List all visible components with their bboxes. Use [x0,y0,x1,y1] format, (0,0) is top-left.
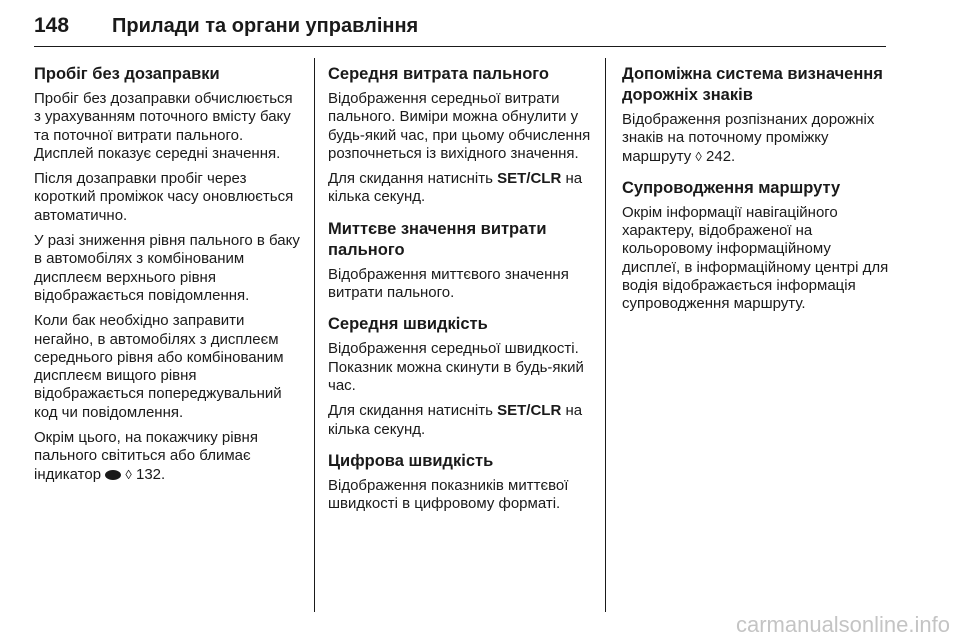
column-right [622,64,892,321]
paragraph-text: Окрім цього, на покажчику рівня пального світиться або блимає індикатор [34,429,258,483]
page-reference: 242. [706,147,736,165]
set-clr-label: SET/CLR [497,170,562,188]
column-divider-1 [314,58,315,612]
section-heading-traffic-sign: Допоміжна система визначення дорожніх знаків [622,65,883,104]
paragraph: Відображення миттєвого значення витрати пального. [328,265,569,302]
paragraph: Коли бак необхідно заправити негайно, в автомобілях з дисплеєм середнього рівня або комбінованим дисплеєм вищого рівня відображається попереджувальний код чи повідомлення. [34,312,284,421]
paragraph-text: на кілька секунд. [328,402,583,438]
page-title: Прилади та органи управління [112,15,419,37]
paragraph: Окрім інформації навігаційного характеру, відображеної на кольоровому інформаційному дисплеї, в інформаційному центрі для водія відображається інформація супроводження маршруту. [622,203,889,313]
paragraph [34,429,302,484]
paragraph-text: на кілька секунд. [328,170,583,206]
paragraph [328,402,594,439]
column-middle [328,64,594,520]
paragraph: Відображення показників миттєвої швидкості в цифровому форматі. [328,476,569,513]
page-number: 148 [34,14,70,37]
paragraph [622,111,892,166]
page-reference: 132. [136,465,166,483]
paragraph: Відображення середньої швидкості. Показник можна скинути в будь-який час. [328,340,584,394]
paragraph-text: Відображення розпізнаних дорожніх знаків на поточному проміжку маршруту [622,111,875,165]
page-reference-icon: ◊ [125,466,132,482]
section-heading-instant-consumption: Миттєве значення витрати пального [328,219,547,259]
column-divider-2 [605,58,606,612]
paragraph: Пробіг без дозаправки обчислюється з урахуванням поточного вмісту баку та поточної витрати пального. Дисплей показує середні значення. [34,90,293,162]
section-heading-route-guidance: Супроводження маршруту [622,178,841,197]
column-left [34,64,302,491]
paragraph: У разі зниження рівня пального в баку в автомобілях з комбінованим дисплеєм верхнього рівня відображається повідомлення. [34,232,300,304]
paragraph: Після дозаправки пробіг через короткий проміжок часу оновлюється автоматично. [34,170,294,224]
fuel-indicator-icon [105,470,121,480]
section-heading-digital-speed: Цифрова швидкість [328,451,494,470]
section-heading-avg-consumption: Середня витрата пального [328,65,550,83]
page-header [34,14,886,44]
section-heading-range: Пробіг без дозаправки [34,65,220,83]
set-clr-label: SET/CLR [497,402,562,420]
paragraph-text: Для скидання натисніть [328,402,493,420]
paragraph: Відображення середньої витрати пального. Виміри можна обнулити у будь-який час, при цьому обчислення розпочнеться із вихідного значення. [328,90,591,162]
paragraph [328,170,594,207]
paragraph-text: Для скидання натисніть [328,170,493,188]
page-reference-icon: ◊ [695,148,702,164]
section-heading-avg-speed: Середня швидкість [328,315,488,334]
watermark: carmanualsonline.info [735,612,950,637]
header-divider [34,46,886,47]
